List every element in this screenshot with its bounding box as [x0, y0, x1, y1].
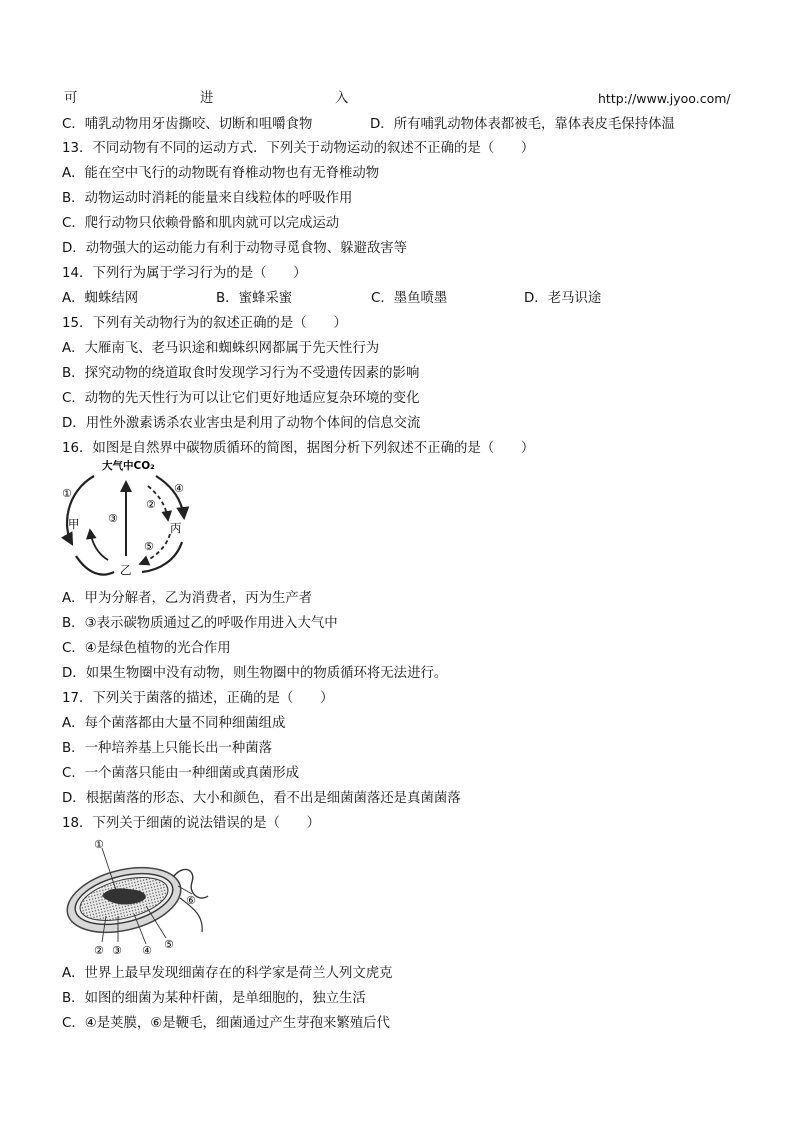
q16-option-d: D．如果生物圈中没有动物，则生物圈中的物质循环将无法进行。	[62, 666, 448, 681]
carbon-cycle-figure	[58, 460, 198, 582]
q15-option-c: C．动物的先天性行为可以让它们更好地适应复杂环境的变化	[62, 391, 420, 406]
label-co2: 大气中CO₂	[102, 460, 155, 472]
header-line	[62, 90, 742, 108]
q15-option-d: D．用性外激素诱杀农业害虫是利用了动物个体间的信息交流	[62, 416, 421, 431]
q16-stem: 16．如图是自然界中碳物质循环的简图，据图分析下列叙述不正确的是（ ）	[62, 441, 535, 456]
label-jia: 甲	[68, 517, 80, 531]
label-n2: ②	[146, 498, 156, 511]
q12-option-d: D．所有哺乳动物体表都被毛，靠体表皮毛保持体温	[370, 117, 675, 132]
q12-option-c: C．哺乳动物用牙齿撕咬、切断和咀嚼食物	[62, 117, 313, 132]
label-bing: 丙	[170, 521, 182, 535]
q18-option-b: B．如图的细菌为某种杆菌，是单细胞的，独立生活	[62, 991, 366, 1006]
q13-option-d: D．动物强大的运动能力有利于动物寻觅食物、躲避敌害等	[62, 241, 408, 256]
label-n2: ②	[94, 944, 104, 957]
q17-option-a: A．每个菌落都由大量不同种细菌组成	[62, 716, 286, 731]
label-n4: ④	[142, 944, 152, 957]
label-n5: ⑤	[164, 938, 174, 951]
q14-option-a: A．蜘蛛结网	[62, 291, 139, 306]
q13-stem: 13．不同动物有不同的运动方式．下列关于动物运动的叙述不正确的是（ ）	[62, 141, 535, 156]
q15-option-b: B．探究动物的绕道取食时发现学习行为不受遗传因素的影响	[62, 366, 420, 381]
q13-option-b: B．动物运动时消耗的能量来自线粒体的呼吸作用	[62, 191, 353, 206]
label-n1: ①	[62, 487, 72, 500]
q17-option-b: B．一种培养基上只能长出一种菌落	[62, 741, 273, 756]
label-n3: ③	[112, 944, 122, 957]
carbon-cycle-diagram	[58, 460, 198, 582]
q13-option-c: C．爬行动物只依赖骨骼和肌肉就可以完成运动	[62, 216, 340, 231]
q15-option-a: A．大雁南飞、老马识途和蜘蛛织网都属于先天性行为	[62, 341, 380, 356]
label-n3: ③	[108, 512, 118, 525]
label-n1: ①	[94, 838, 104, 851]
header-part-2: 进	[200, 91, 214, 106]
q15-stem: 15．下列有关动物行为的叙述正确的是（ ）	[62, 316, 347, 331]
q18-stem: 18．下列关于细菌的说法错误的是（ ）	[62, 816, 321, 831]
q16-option-a: A．甲为分解者，乙为消费者，丙为生产者	[62, 591, 313, 606]
q14-stem: 14．下列行为属于学习行为的是（ ）	[62, 266, 307, 281]
label-n6: ⑥	[186, 894, 196, 907]
bacterium-figure	[62, 836, 212, 958]
arrow-inner	[90, 530, 108, 560]
q16-option-b: B．③表示碳物质通过乙的呼吸作用进入大气中	[62, 616, 338, 631]
label-n5: ⑤	[144, 540, 154, 553]
q17-option-d: D．根据菌落的形态、大小和颜色，看不出是细菌菌落还是真菌菌落	[62, 791, 461, 806]
q14-option-b: B．蜜蜂采蜜	[216, 291, 293, 306]
header-part-1: 可	[64, 91, 78, 106]
bacterium-diagram	[62, 836, 212, 958]
arc-bottom-left	[76, 556, 114, 575]
q14-options-row	[62, 290, 662, 308]
header-url: http://www.jyoo.com/	[598, 91, 731, 106]
q17-option-c: C．一个菌落只能由一种细菌或真菌形成	[62, 766, 299, 781]
q13-option-a: A．能在空中飞行的动物既有脊椎动物也有无脊椎动物	[62, 166, 380, 181]
q17-stem: 17．下列关于菌落的描述，正确的是（ ）	[62, 691, 334, 706]
q14-option-c: C．墨鱼喷墨	[371, 291, 448, 306]
label-yi: 乙	[120, 563, 132, 577]
q16-option-c: C．④是绿色植物的光合作用	[62, 641, 231, 656]
header-part-3: 入	[335, 91, 349, 106]
q14-option-d: D．老马识途	[524, 291, 602, 306]
q18-option-c: C．④是荚膜，⑥是鞭毛，细菌通过产生芽孢来繁殖后代	[62, 1016, 390, 1031]
label-n4: ④	[174, 482, 184, 495]
q18-option-a: A．世界上最早发现细菌存在的科学家是荷兰人列文虎克	[62, 966, 393, 981]
